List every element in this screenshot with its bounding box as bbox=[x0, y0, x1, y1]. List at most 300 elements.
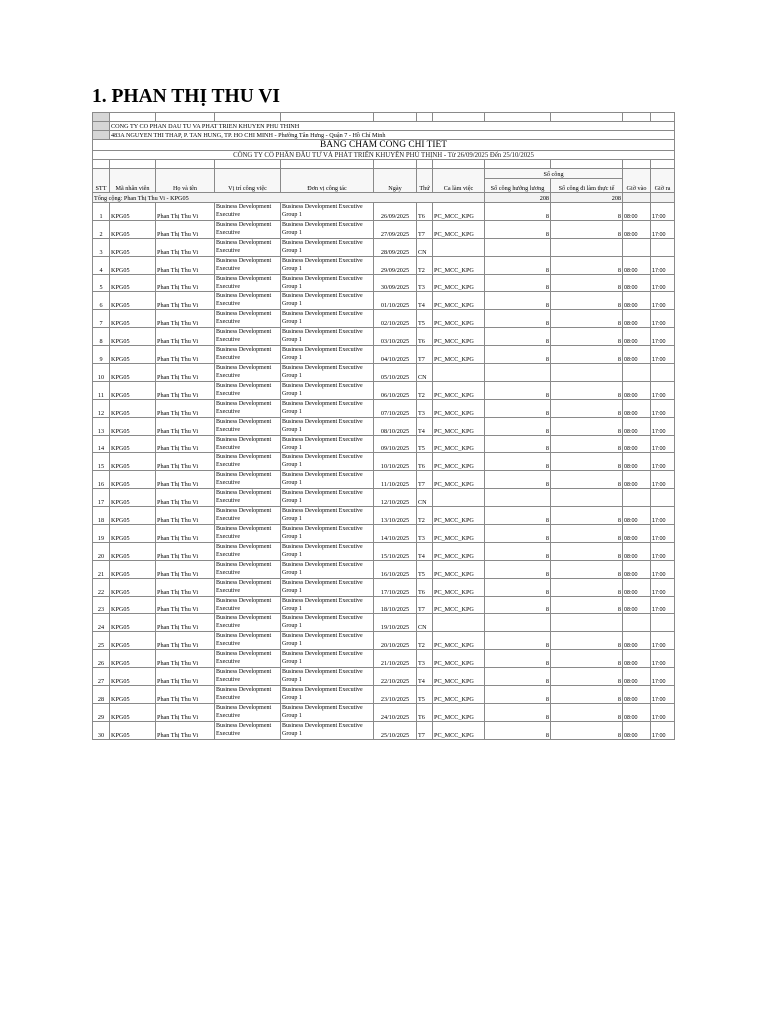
employee-code-cell: KPG05 bbox=[110, 525, 156, 543]
employee-name-cell: Phan Thị Thu Vi bbox=[156, 560, 215, 578]
employee-name-cell: Phan Thị Thu Vi bbox=[156, 542, 215, 560]
shift-cell bbox=[433, 489, 485, 507]
position-cell: Business Development Executive bbox=[215, 274, 281, 292]
weekday-cell: T2 bbox=[417, 381, 433, 399]
date-cell: 23/10/2025 bbox=[374, 686, 417, 704]
time-out-cell: 17:00 bbox=[651, 328, 675, 346]
actual-workdays-cell: 8 bbox=[551, 399, 623, 417]
unit-cell: Business Development Executive Group 1 bbox=[281, 668, 374, 686]
date-cell: 24/10/2025 bbox=[374, 703, 417, 721]
position-cell: Business Development Executive bbox=[215, 220, 281, 238]
stt-cell: 8 bbox=[93, 328, 110, 346]
actual-workdays-cell bbox=[551, 489, 623, 507]
date-cell: 03/10/2025 bbox=[374, 328, 417, 346]
unit-cell: Business Development Executive Group 1 bbox=[281, 256, 374, 274]
time-in-cell: 08:00 bbox=[623, 578, 651, 596]
position-cell: Business Development Executive bbox=[215, 721, 281, 739]
employee-code-cell: KPG05 bbox=[110, 703, 156, 721]
actual-workdays-cell bbox=[551, 614, 623, 632]
date-cell: 10/10/2025 bbox=[374, 453, 417, 471]
shift-cell: PC_MCC_KPG bbox=[433, 274, 485, 292]
table-row bbox=[93, 471, 675, 489]
stt-cell: 27 bbox=[93, 668, 110, 686]
time-out-cell: 17:00 bbox=[651, 596, 675, 614]
time-out-cell: 17:00 bbox=[651, 650, 675, 668]
time-out-cell: 17:00 bbox=[651, 417, 675, 435]
position-cell: Business Development Executive bbox=[215, 578, 281, 596]
position-cell: Business Development Executive bbox=[215, 525, 281, 543]
weekday-cell: T6 bbox=[417, 578, 433, 596]
col-header-time-out: Giờ ra bbox=[651, 169, 675, 193]
stt-cell: 12 bbox=[93, 399, 110, 417]
employee-name-cell: Phan Thị Thu Vi bbox=[156, 596, 215, 614]
weekday-cell: T6 bbox=[417, 328, 433, 346]
actual-workdays-cell: 8 bbox=[551, 203, 623, 221]
employee-code-cell: KPG05 bbox=[110, 328, 156, 346]
time-in-cell bbox=[623, 489, 651, 507]
stt-cell: 7 bbox=[93, 310, 110, 328]
timesheet-table bbox=[92, 112, 675, 740]
employee-code-cell: KPG05 bbox=[110, 668, 156, 686]
shift-cell: PC_MCC_KPG bbox=[433, 542, 485, 560]
position-cell: Business Development Executive bbox=[215, 560, 281, 578]
shift-cell: PC_MCC_KPG bbox=[433, 578, 485, 596]
weekday-cell: T4 bbox=[417, 292, 433, 310]
stt-cell: 25 bbox=[93, 632, 110, 650]
position-cell: Business Development Executive bbox=[215, 686, 281, 704]
total-paid-workdays: 208 bbox=[485, 193, 551, 203]
employee-name-cell: Phan Thị Thu Vi bbox=[156, 274, 215, 292]
time-in-cell: 08:00 bbox=[623, 328, 651, 346]
weekday-cell: T4 bbox=[417, 417, 433, 435]
paid-workdays-cell: 8 bbox=[485, 560, 551, 578]
employee-name-cell: Phan Thị Thu Vi bbox=[156, 721, 215, 739]
table-row bbox=[93, 238, 675, 256]
time-out-cell: 17:00 bbox=[651, 399, 675, 417]
shift-cell: PC_MCC_KPG bbox=[433, 650, 485, 668]
shift-cell: PC_MCC_KPG bbox=[433, 203, 485, 221]
shift-cell: PC_MCC_KPG bbox=[433, 256, 485, 274]
date-cell: 28/09/2025 bbox=[374, 238, 417, 256]
employee-code-cell: KPG05 bbox=[110, 542, 156, 560]
company-name-row bbox=[93, 122, 675, 131]
position-cell: Business Development Executive bbox=[215, 614, 281, 632]
time-in-cell bbox=[623, 364, 651, 382]
position-cell: Business Development Executive bbox=[215, 310, 281, 328]
employee-code-cell: KPG05 bbox=[110, 453, 156, 471]
table-row bbox=[93, 417, 675, 435]
paid-workdays-cell: 8 bbox=[485, 274, 551, 292]
company-name: CONG TY CO PHAN DAU TU VA PHAT TRIEN KHUYEN PHU THINH bbox=[110, 122, 675, 131]
date-cell: 16/10/2025 bbox=[374, 560, 417, 578]
position-cell: Business Development Executive bbox=[215, 256, 281, 274]
stt-cell: 19 bbox=[93, 525, 110, 543]
unit-cell: Business Development Executive Group 1 bbox=[281, 203, 374, 221]
date-cell: 17/10/2025 bbox=[374, 578, 417, 596]
actual-workdays-cell: 8 bbox=[551, 542, 623, 560]
employee-name-cell: Phan Thị Thu Vi bbox=[156, 703, 215, 721]
table-row bbox=[93, 453, 675, 471]
unit-cell: Business Development Executive Group 1 bbox=[281, 417, 374, 435]
time-in-cell: 08:00 bbox=[623, 435, 651, 453]
paid-workdays-cell: 8 bbox=[485, 256, 551, 274]
table-row bbox=[93, 399, 675, 417]
time-in-cell bbox=[623, 238, 651, 256]
table-row bbox=[93, 346, 675, 364]
date-cell: 25/10/2025 bbox=[374, 721, 417, 739]
actual-workdays-cell: 8 bbox=[551, 381, 623, 399]
time-in-cell: 08:00 bbox=[623, 203, 651, 221]
time-in-cell: 08:00 bbox=[623, 525, 651, 543]
unit-cell: Business Development Executive Group 1 bbox=[281, 650, 374, 668]
weekday-cell: T6 bbox=[417, 703, 433, 721]
time-out-cell: 17:00 bbox=[651, 292, 675, 310]
unit-cell: Business Development Executive Group 1 bbox=[281, 435, 374, 453]
actual-workdays-cell: 8 bbox=[551, 721, 623, 739]
employee-code-cell: KPG05 bbox=[110, 471, 156, 489]
time-out-cell: 17:00 bbox=[651, 453, 675, 471]
employee-name-cell: Phan Thị Thu Vi bbox=[156, 686, 215, 704]
date-cell: 01/10/2025 bbox=[374, 292, 417, 310]
unit-cell: Business Development Executive Group 1 bbox=[281, 614, 374, 632]
position-cell: Business Development Executive bbox=[215, 489, 281, 507]
time-in-cell: 08:00 bbox=[623, 471, 651, 489]
position-cell: Business Development Executive bbox=[215, 596, 281, 614]
paid-workdays-cell: 8 bbox=[485, 399, 551, 417]
date-cell: 11/10/2025 bbox=[374, 471, 417, 489]
weekday-cell: T2 bbox=[417, 256, 433, 274]
time-in-cell: 08:00 bbox=[623, 632, 651, 650]
weekday-cell: T4 bbox=[417, 542, 433, 560]
stt-cell: 21 bbox=[93, 560, 110, 578]
unit-cell: Business Development Executive Group 1 bbox=[281, 364, 374, 382]
employee-name-cell: Phan Thị Thu Vi bbox=[156, 364, 215, 382]
time-out-cell bbox=[651, 238, 675, 256]
employee-name-cell: Phan Thị Thu Vi bbox=[156, 650, 215, 668]
position-cell: Business Development Executive bbox=[215, 703, 281, 721]
position-cell: Business Development Executive bbox=[215, 507, 281, 525]
position-cell: Business Development Executive bbox=[215, 632, 281, 650]
unit-cell: Business Development Executive Group 1 bbox=[281, 686, 374, 704]
time-in-cell: 08:00 bbox=[623, 542, 651, 560]
actual-workdays-cell: 8 bbox=[551, 668, 623, 686]
time-out-cell: 17:00 bbox=[651, 703, 675, 721]
shift-cell bbox=[433, 614, 485, 632]
date-cell: 26/09/2025 bbox=[374, 203, 417, 221]
time-out-cell: 17:00 bbox=[651, 721, 675, 739]
col-header-paid-workdays: Số công hưởng lương bbox=[485, 179, 551, 193]
actual-workdays-cell: 8 bbox=[551, 686, 623, 704]
employee-code-cell: KPG05 bbox=[110, 220, 156, 238]
employee-code-cell: KPG05 bbox=[110, 489, 156, 507]
stt-cell: 4 bbox=[93, 256, 110, 274]
employee-name-cell: Phan Thị Thu Vi bbox=[156, 471, 215, 489]
actual-workdays-cell bbox=[551, 364, 623, 382]
weekday-cell: T5 bbox=[417, 310, 433, 328]
date-cell: 19/10/2025 bbox=[374, 614, 417, 632]
unit-cell: Business Development Executive Group 1 bbox=[281, 489, 374, 507]
report-title: BẢNG CHẤM CÔNG CHI TIẾT bbox=[93, 140, 675, 151]
stt-cell: 26 bbox=[93, 650, 110, 668]
time-out-cell: 17:00 bbox=[651, 346, 675, 364]
employee-name-cell: Phan Thị Thu Vi bbox=[156, 507, 215, 525]
weekday-cell: T3 bbox=[417, 525, 433, 543]
table-row bbox=[93, 203, 675, 221]
time-in-cell: 08:00 bbox=[623, 596, 651, 614]
position-cell: Business Development Executive bbox=[215, 399, 281, 417]
employee-code-cell: KPG05 bbox=[110, 399, 156, 417]
total-actual-workdays: 208 bbox=[551, 193, 623, 203]
time-in-cell: 08:00 bbox=[623, 274, 651, 292]
shift-cell: PC_MCC_KPG bbox=[433, 703, 485, 721]
weekday-cell: T6 bbox=[417, 203, 433, 221]
employee-name-cell: Phan Thị Thu Vi bbox=[156, 346, 215, 364]
time-out-cell: 17:00 bbox=[651, 542, 675, 560]
paid-workdays-cell: 8 bbox=[485, 668, 551, 686]
table-row bbox=[93, 435, 675, 453]
employee-code-cell: KPG05 bbox=[110, 381, 156, 399]
date-cell: 21/10/2025 bbox=[374, 650, 417, 668]
date-cell: 27/09/2025 bbox=[374, 220, 417, 238]
employee-name-cell: Phan Thị Thu Vi bbox=[156, 399, 215, 417]
shift-cell bbox=[433, 364, 485, 382]
shift-cell: PC_MCC_KPG bbox=[433, 435, 485, 453]
employee-code-cell: KPG05 bbox=[110, 274, 156, 292]
paid-workdays-cell: 8 bbox=[485, 525, 551, 543]
time-out-cell: 17:00 bbox=[651, 471, 675, 489]
unit-cell: Business Development Executive Group 1 bbox=[281, 292, 374, 310]
report-subtitle: CÔNG TY CỔ PHẦN ĐẦU TƯ VÀ PHÁT TRIỂN KHUYẾN PHÚ THỊNH - Từ 26/09/2025 Đến 25/10/2025 bbox=[93, 151, 675, 160]
paid-workdays-cell: 8 bbox=[485, 596, 551, 614]
time-in-cell: 08:00 bbox=[623, 399, 651, 417]
time-in-cell: 08:00 bbox=[623, 346, 651, 364]
paid-workdays-cell: 8 bbox=[485, 292, 551, 310]
table-row bbox=[93, 596, 675, 614]
spacer-row bbox=[93, 160, 675, 169]
employee-code-cell: KPG05 bbox=[110, 650, 156, 668]
col-header-actual-workdays: Số công đi làm thực tế bbox=[551, 179, 623, 193]
table-row bbox=[93, 292, 675, 310]
employee-name-cell: Phan Thị Thu Vi bbox=[156, 489, 215, 507]
position-cell: Business Development Executive bbox=[215, 346, 281, 364]
table-row bbox=[93, 703, 675, 721]
table-row bbox=[93, 310, 675, 328]
weekday-cell: T2 bbox=[417, 632, 433, 650]
company-address: 483A NGUYEN THI THAP, P. TAN HUNG, TP. HO CHI MINH - Phường Tân Hưng - Quận 7 - Hồ Chí Minh bbox=[110, 131, 675, 140]
stt-cell: 14 bbox=[93, 435, 110, 453]
employee-name-cell: Phan Thị Thu Vi bbox=[156, 417, 215, 435]
position-cell: Business Development Executive bbox=[215, 542, 281, 560]
unit-cell: Business Development Executive Group 1 bbox=[281, 238, 374, 256]
paid-workdays-cell: 8 bbox=[485, 417, 551, 435]
col-header-stt: STT bbox=[93, 169, 110, 193]
time-in-cell: 08:00 bbox=[623, 507, 651, 525]
time-out-cell: 17:00 bbox=[651, 525, 675, 543]
weekday-cell: T5 bbox=[417, 686, 433, 704]
stt-cell: 22 bbox=[93, 578, 110, 596]
employee-code-cell: KPG05 bbox=[110, 435, 156, 453]
actual-workdays-cell: 8 bbox=[551, 632, 623, 650]
weekday-cell: T5 bbox=[417, 435, 433, 453]
table-row bbox=[93, 364, 675, 382]
date-cell: 20/10/2025 bbox=[374, 632, 417, 650]
stt-cell: 17 bbox=[93, 489, 110, 507]
stt-cell: 16 bbox=[93, 471, 110, 489]
employee-code-cell: KPG05 bbox=[110, 614, 156, 632]
col-header-unit: Đơn vị công tác bbox=[281, 169, 374, 193]
time-out-cell: 17:00 bbox=[651, 435, 675, 453]
weekday-cell: CN bbox=[417, 489, 433, 507]
col-header-time-in: Giờ vào bbox=[623, 169, 651, 193]
table-row bbox=[93, 274, 675, 292]
actual-workdays-cell: 8 bbox=[551, 453, 623, 471]
actual-workdays-cell bbox=[551, 238, 623, 256]
date-cell: 05/10/2025 bbox=[374, 364, 417, 382]
unit-cell: Business Development Executive Group 1 bbox=[281, 328, 374, 346]
employee-name-cell: Phan Thị Thu Vi bbox=[156, 668, 215, 686]
unit-cell: Business Development Executive Group 1 bbox=[281, 381, 374, 399]
date-cell: 15/10/2025 bbox=[374, 542, 417, 560]
paid-workdays-cell bbox=[485, 489, 551, 507]
employee-code-cell: KPG05 bbox=[110, 310, 156, 328]
unit-cell: Business Development Executive Group 1 bbox=[281, 453, 374, 471]
time-out-cell: 17:00 bbox=[651, 560, 675, 578]
time-in-cell: 08:00 bbox=[623, 721, 651, 739]
time-out-cell: 17:00 bbox=[651, 507, 675, 525]
weekday-cell: T7 bbox=[417, 721, 433, 739]
position-cell: Business Development Executive bbox=[215, 292, 281, 310]
shift-cell: PC_MCC_KPG bbox=[433, 381, 485, 399]
table-row bbox=[93, 686, 675, 704]
paid-workdays-cell: 8 bbox=[485, 703, 551, 721]
employee-code-cell: KPG05 bbox=[110, 256, 156, 274]
time-out-cell: 17:00 bbox=[651, 310, 675, 328]
employee-code-cell: KPG05 bbox=[110, 238, 156, 256]
time-in-cell bbox=[623, 614, 651, 632]
paid-workdays-cell: 8 bbox=[485, 686, 551, 704]
employee-name-cell: Phan Thị Thu Vi bbox=[156, 256, 215, 274]
table-row bbox=[93, 220, 675, 238]
shift-cell: PC_MCC_KPG bbox=[433, 453, 485, 471]
paid-workdays-cell: 8 bbox=[485, 542, 551, 560]
employee-code-cell: KPG05 bbox=[110, 560, 156, 578]
paid-workdays-cell bbox=[485, 238, 551, 256]
weekday-cell: T3 bbox=[417, 399, 433, 417]
stt-cell: 15 bbox=[93, 453, 110, 471]
employee-code-cell: KPG05 bbox=[110, 632, 156, 650]
paid-workdays-cell: 8 bbox=[485, 507, 551, 525]
time-out-cell: 17:00 bbox=[651, 578, 675, 596]
time-out-cell bbox=[651, 614, 675, 632]
date-cell: 02/10/2025 bbox=[374, 310, 417, 328]
time-in-cell: 08:00 bbox=[623, 453, 651, 471]
page-title: 1. PHAN THỊ THU VI bbox=[92, 86, 281, 107]
employee-name-cell: Phan Thị Thu Vi bbox=[156, 203, 215, 221]
shift-cell: PC_MCC_KPG bbox=[433, 310, 485, 328]
table-row bbox=[93, 256, 675, 274]
table-row bbox=[93, 328, 675, 346]
actual-workdays-cell: 8 bbox=[551, 220, 623, 238]
stt-cell: 13 bbox=[93, 417, 110, 435]
paid-workdays-cell: 8 bbox=[485, 220, 551, 238]
actual-workdays-cell: 8 bbox=[551, 596, 623, 614]
total-row bbox=[93, 193, 675, 203]
shift-cell: PC_MCC_KPG bbox=[433, 686, 485, 704]
employee-code-cell: KPG05 bbox=[110, 721, 156, 739]
time-out-cell: 17:00 bbox=[651, 203, 675, 221]
employee-name-cell: Phan Thị Thu Vi bbox=[156, 292, 215, 310]
weekday-cell: T3 bbox=[417, 274, 433, 292]
shift-cell: PC_MCC_KPG bbox=[433, 399, 485, 417]
header-row bbox=[93, 169, 675, 179]
date-cell: 13/10/2025 bbox=[374, 507, 417, 525]
employee-code-cell: KPG05 bbox=[110, 364, 156, 382]
actual-workdays-cell: 8 bbox=[551, 578, 623, 596]
date-cell: 30/09/2025 bbox=[374, 274, 417, 292]
stt-cell: 29 bbox=[93, 703, 110, 721]
stt-cell: 30 bbox=[93, 721, 110, 739]
time-out-cell: 17:00 bbox=[651, 632, 675, 650]
position-cell: Business Development Executive bbox=[215, 435, 281, 453]
employee-code-cell: KPG05 bbox=[110, 686, 156, 704]
stt-cell: 20 bbox=[93, 542, 110, 560]
table-row bbox=[93, 650, 675, 668]
actual-workdays-cell: 8 bbox=[551, 292, 623, 310]
company-address-row bbox=[93, 131, 675, 140]
paid-workdays-cell bbox=[485, 364, 551, 382]
weekday-cell: T7 bbox=[417, 471, 433, 489]
employee-name-cell: Phan Thị Thu Vi bbox=[156, 614, 215, 632]
unit-cell: Business Development Executive Group 1 bbox=[281, 596, 374, 614]
table-row bbox=[93, 560, 675, 578]
time-out-cell: 17:00 bbox=[651, 668, 675, 686]
employee-name-cell: Phan Thị Thu Vi bbox=[156, 525, 215, 543]
date-cell: 08/10/2025 bbox=[374, 417, 417, 435]
position-cell: Business Development Executive bbox=[215, 364, 281, 382]
employee-code-cell: KPG05 bbox=[110, 417, 156, 435]
position-cell: Business Development Executive bbox=[215, 650, 281, 668]
date-cell: 07/10/2025 bbox=[374, 399, 417, 417]
stt-cell: 6 bbox=[93, 292, 110, 310]
stt-cell: 1 bbox=[93, 203, 110, 221]
employee-name-cell: Phan Thị Thu Vi bbox=[156, 381, 215, 399]
actual-workdays-cell: 8 bbox=[551, 703, 623, 721]
time-out-cell: 17:00 bbox=[651, 256, 675, 274]
position-cell: Business Development Executive bbox=[215, 381, 281, 399]
shift-cell: PC_MCC_KPG bbox=[433, 507, 485, 525]
time-in-cell: 08:00 bbox=[623, 256, 651, 274]
weekday-cell: CN bbox=[417, 364, 433, 382]
table-row bbox=[93, 721, 675, 739]
weekday-cell: T7 bbox=[417, 346, 433, 364]
paid-workdays-cell: 8 bbox=[485, 328, 551, 346]
table-row bbox=[93, 668, 675, 686]
weekday-cell: T2 bbox=[417, 507, 433, 525]
date-cell: 04/10/2025 bbox=[374, 346, 417, 364]
employee-name-cell: Phan Thị Thu Vi bbox=[156, 435, 215, 453]
time-in-cell: 08:00 bbox=[623, 220, 651, 238]
position-cell: Business Development Executive bbox=[215, 238, 281, 256]
date-cell: 18/10/2025 bbox=[374, 596, 417, 614]
time-in-cell: 08:00 bbox=[623, 703, 651, 721]
table-row bbox=[93, 542, 675, 560]
unit-cell: Business Development Executive Group 1 bbox=[281, 310, 374, 328]
time-in-cell: 08:00 bbox=[623, 560, 651, 578]
shift-cell: PC_MCC_KPG bbox=[433, 328, 485, 346]
stt-cell: 23 bbox=[93, 596, 110, 614]
actual-workdays-cell: 8 bbox=[551, 560, 623, 578]
unit-cell: Business Development Executive Group 1 bbox=[281, 525, 374, 543]
